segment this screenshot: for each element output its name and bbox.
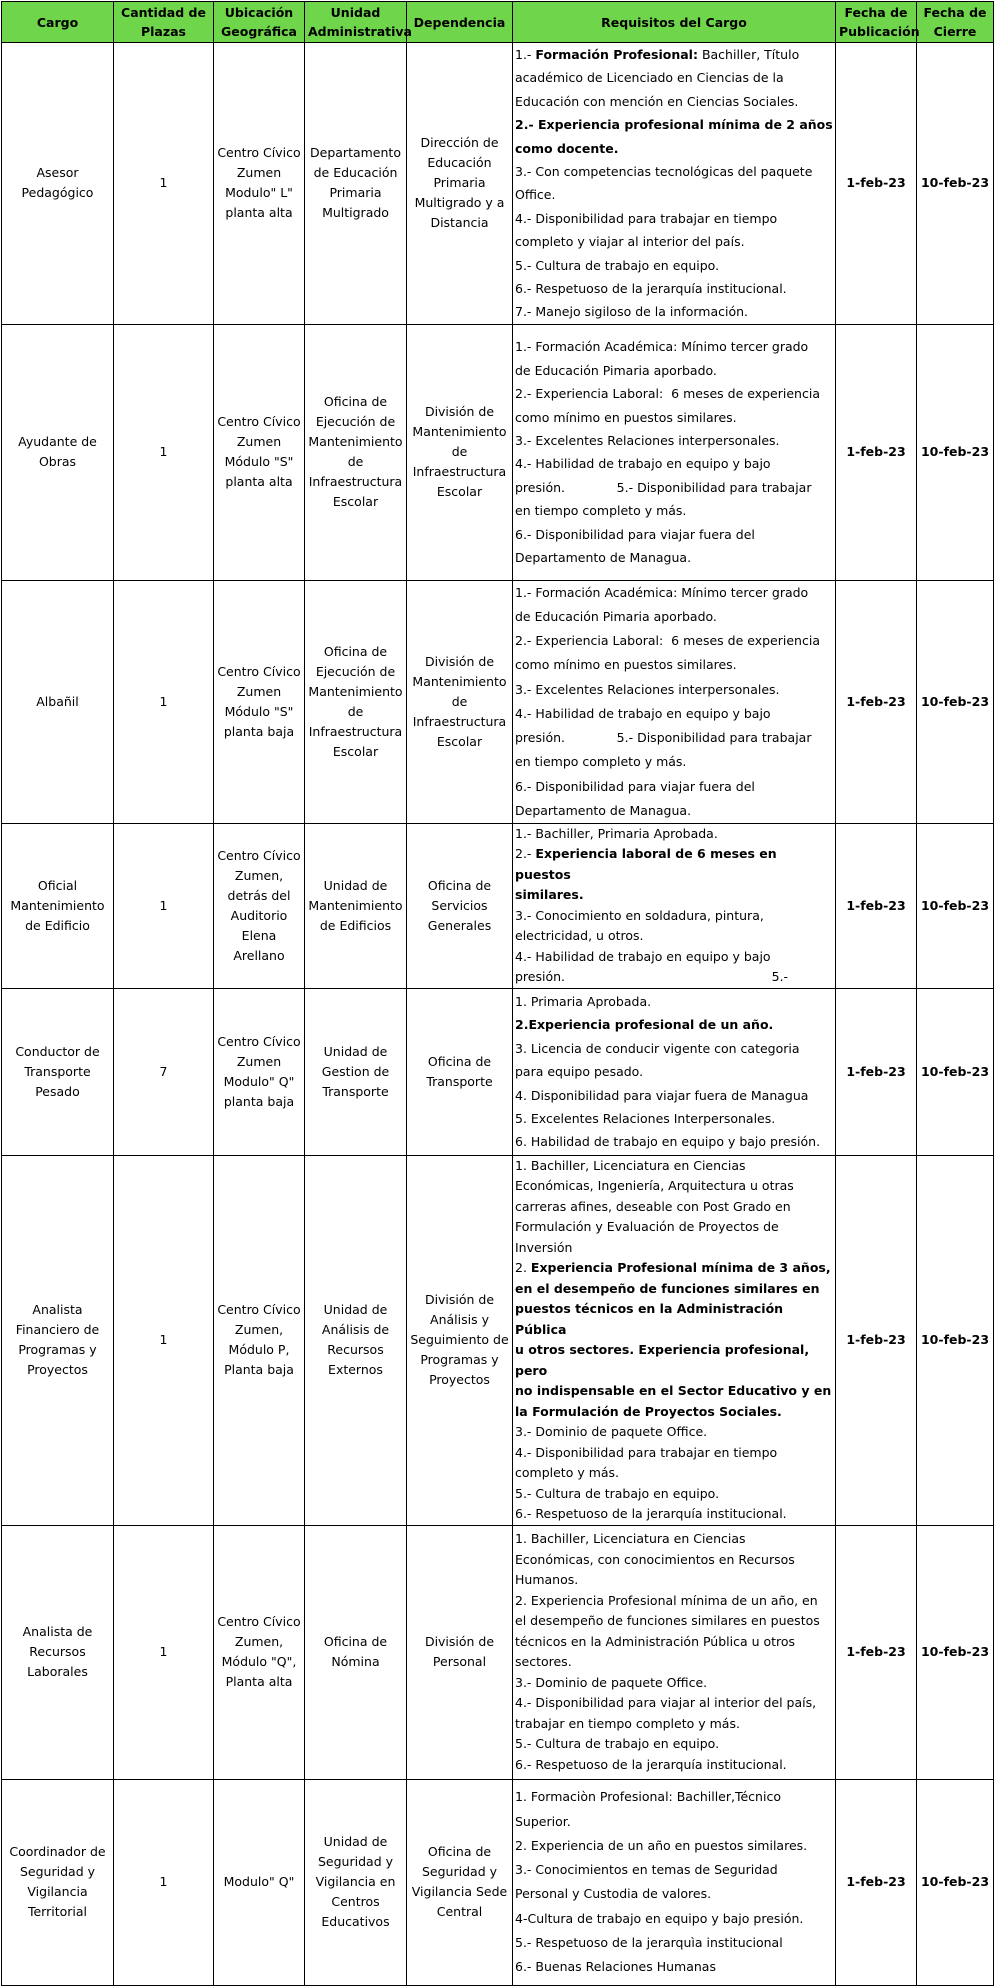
cell-requisitos — [513, 988, 836, 1155]
requirement-text: Experiencia laboral de 6 meses en puestos similares. — [515, 846, 777, 903]
cell-requisitos — [513, 580, 836, 823]
cell-publicacion: 1-feb-23 — [836, 988, 917, 1155]
header-publicacion: Fecha de Publicación — [836, 2, 917, 43]
cell-unidad: Oficina de Nómina — [305, 1525, 407, 1779]
cell-publicacion: 1-feb-23 — [836, 1779, 917, 1985]
cell-cargo: Coordinador de Seguridad y Vigilancia Territorial — [2, 1779, 114, 1985]
cell-publicacion: 1-feb-23 — [836, 823, 917, 988]
requirement-text: 1. Bachiller, Licenciatura en Ciencias Económicas, con conocimientos en Recursos Humanos. 2. Experiencia Profesional mínima de un año, en el desempeño de funciones similares en puestos técnicos en la Administración Pública u otros sectores. 3.- Dominio de paquete Office. 4.- Disponibilidad para viajar al interior del país, trabajar en tiempo completo y más. 5.- Cultura de trabajo en equipo. 6.- Respetuoso de la jerarquía institucional. — [515, 1531, 820, 1772]
cell-cierre: 10-feb-23 — [917, 324, 994, 580]
cell-requisitos — [513, 823, 836, 988]
cell-requisitos — [513, 1779, 836, 1985]
cell-ubicacion: Centro Cívico Zumen, detrás del Auditorio Elena Arellano — [214, 823, 305, 988]
table-row — [2, 823, 994, 988]
cell-plazas: 1 — [114, 1155, 214, 1525]
cell-unidad: Departamento de Educación Primaria Multigrado — [305, 43, 407, 325]
cell-cargo: Asesor Pedagógico — [2, 43, 114, 325]
cell-dependencia: División de Personal — [407, 1525, 513, 1779]
cell-dependencia: Dirección de Educación Primaria Multigrado y a Distancia — [407, 43, 513, 325]
cell-ubicacion: Centro Cívico Zumen Módulo "S" planta baja — [214, 580, 305, 823]
cell-requisitos — [513, 324, 836, 580]
cell-cierre: 10-feb-23 — [917, 823, 994, 988]
table-row — [2, 1155, 994, 1525]
cell-requisitos — [513, 1155, 836, 1525]
header-plazas: Cantidad de Plazas — [114, 2, 214, 43]
requirement-text: Experiencia Profesional mínima de 3 años, en el desempeño de funciones similares en puestos técnicos en la Administración Pública u otros sectores. Experiencia profesional, pero no indispensable en el Sector Educativo y en la Formulación de Proyectos Sociales. — [515, 1260, 832, 1419]
cell-ubicacion: Centro Cívico Zumen Modulo" Q" planta baja — [214, 988, 305, 1155]
cell-dependencia: Oficina de Servicios Generales — [407, 823, 513, 988]
cell-cierre: 10-feb-23 — [917, 580, 994, 823]
table-row — [2, 1779, 994, 1985]
cell-cargo: Oficial Mantenimiento de Edificio — [2, 823, 114, 988]
cell-plazas: 1 — [114, 43, 214, 325]
cell-ubicacion: Centro Cívico Zumen Módulo "S" planta alta — [214, 324, 305, 580]
requirement-text: 3.- Con competencias tecnológicas del paquete Office. 4.- Disponibilidad para trabajar en tiempo completo y viajar al interior del país. 5.- Cultura de trabajo en equipo. 6.- Respetuoso de la jerarquía institucional. 7.- Manejo sigiloso de la información. — [515, 164, 813, 320]
requirement-text: 1. Formaciòn Profesional: Bachiller,Técnico Superior. 2. Experiencia de un año en puestos similares. 3.- Conocimientos en temas de Seguridad Personal y Custodia de valores. 4-Cultura de trabajo en equipo y bajo presión. 5.- Respetuoso de la jerarquìa institucional 6.- Buenas Relaciones Humanas — [515, 1789, 808, 1975]
cell-ubicacion: Centro Cívico Zumen, Módulo "Q", Planta alta — [214, 1525, 305, 1779]
requirement-text: 3. Licencia de conducir vigente con categoria para equipo pesado. 4. Disponibilidad para viajar fuera de Managua 5. Excelentes Relaciones Interpersonales. 6. Habilidad de trabajo en equipo y bajo presión. — [515, 1040, 821, 1150]
cell-publicacion: 1-feb-23 — [836, 1525, 917, 1779]
requirement-text: 1.- Bachiller, Primaria Aprobada. 2.- — [515, 825, 718, 862]
header-cierre: Fecha de Cierre — [917, 2, 994, 43]
cell-ubicacion: Centro Cívico Zumen, Módulo P, Planta baja — [214, 1155, 305, 1525]
table-row — [2, 43, 994, 325]
cell-publicacion: 1-feb-23 — [836, 43, 917, 325]
cell-plazas: 7 — [114, 988, 214, 1155]
cell-cargo: Analista Financiero de Programas y Proyectos — [2, 1155, 114, 1525]
cell-cargo: Ayudante de Obras — [2, 324, 114, 580]
requirement-text: 1. Bachiller, Licenciatura en Ciencias Económicas, Ingeniería, Arquitectura u otras carreras afines, deseable con Post Grado en Formulación y Evaluación de Proyectos de Inversión 2. — [515, 1157, 794, 1276]
cell-requisitos — [513, 43, 836, 325]
requirement-text: 1. Primaria Aprobada. — [515, 993, 652, 1009]
cell-dependencia: División de Análisis y Seguimiento de Programas y Proyectos — [407, 1155, 513, 1525]
cell-cargo: Albañil — [2, 580, 114, 823]
cell-cargo: Conductor de Transporte Pesado — [2, 988, 114, 1155]
cell-cierre: 10-feb-23 — [917, 1155, 994, 1525]
requirement-text: 1.- — [515, 47, 536, 62]
cell-plazas: 1 — [114, 823, 214, 988]
cell-dependencia: Oficina de Seguridad y Vigilancia Sede Central — [407, 1779, 513, 1985]
cell-cierre: 10-feb-23 — [917, 1779, 994, 1985]
cell-ubicacion: Centro Cívico Zumen Modulo" L" planta alta — [214, 43, 305, 325]
cell-dependencia: Oficina de Transporte — [407, 988, 513, 1155]
cell-dependencia: División de Mantenimiento de Infraestructura Escolar — [407, 324, 513, 580]
requirement-text: Bachiller, Título académico de Licenciado en Ciencias de la Educación con mención en Ciencias Sociales. — [515, 47, 800, 109]
requirement-text: 2.- Experiencia profesional mínima de 2 años como docente. — [515, 117, 833, 156]
cell-cierre: 10-feb-23 — [917, 43, 994, 325]
cell-plazas: 1 — [114, 580, 214, 823]
header-dependencia: Dependencia — [407, 2, 513, 43]
cell-unidad: Oficina de Ejecución de Mantenimiento de Infraestructura Escolar — [305, 580, 407, 823]
header-row — [2, 2, 994, 43]
cell-unidad: Oficina de Ejecución de Mantenimiento de Infraestructura Escolar — [305, 324, 407, 580]
cell-cierre: 10-feb-23 — [917, 988, 994, 1155]
header-cargo: Cargo — [2, 2, 114, 43]
cell-dependencia: División de Mantenimiento de Infraestructura Escolar — [407, 580, 513, 823]
header-requisitos: Requisitos del Cargo — [513, 2, 836, 43]
requirement-text: 2.Experiencia profesional de un año. — [515, 1017, 774, 1033]
cell-unidad: Unidad de Análisis de Recursos Externos — [305, 1155, 407, 1525]
cell-unidad: Unidad de Gestion de Transporte — [305, 988, 407, 1155]
cell-publicacion: 1-feb-23 — [836, 324, 917, 580]
table-row — [2, 580, 994, 823]
header-unidad: Unidad Administrativa — [305, 2, 407, 43]
cell-plazas: 1 — [114, 324, 214, 580]
job-openings-table — [1, 1, 994, 1986]
cell-publicacion: 1-feb-23 — [836, 1155, 917, 1525]
requirement-text: Formación Profesional: — [535, 47, 698, 62]
requirement-text: 1.- Formación Académica: Mínimo tercer grado de Educación Pimaria aporbado. 2.- Experiencia Laboral: 6 meses de experiencia como mínimo en puestos similares. 3.- Excelentes Relaciones interpersonales. 4.- Habilidad de trabajo en equipo y bajo presión. 5.- Disponibilidad para trabajar en tiempo completo y más. 6.- Disponibilidad para viajar fuera del Departamento de Managua. — [515, 339, 820, 565]
cell-publicacion: 1-feb-23 — [836, 580, 917, 823]
cell-unidad: Unidad de Seguridad y Vigilancia en Centros Educativos — [305, 1779, 407, 1985]
cell-ubicacion: Modulo" Q" — [214, 1779, 305, 1985]
cell-unidad: Unidad de Mantenimiento de Edificios — [305, 823, 407, 988]
requirement-text: 3.- Dominio de paquete Office. 4.- Disponibilidad para trabajar en tiempo completo y más. 5.- Cultura de trabajo en equipo. 6.- Respetuoso de la jerarquía institucional. — [515, 1424, 787, 1522]
table-row — [2, 324, 994, 580]
cell-cargo: Analista de Recursos Laborales — [2, 1525, 114, 1779]
requirement-text: 1.- Formación Académica: Mínimo tercer grado de Educación Pimaria aporbado. 2.- Experiencia Laboral: 6 meses de experiencia como mínimo en puestos similares. 3.- Excelentes Relaciones interpersonales. 4.- Habilidad de trabajo en equipo y bajo presión. 5.- Disponibilidad para trabajar en tiempo completo y más. 6.- Disponibilidad para viajar fuera del Departamento de Managua. — [515, 584, 820, 818]
cell-plazas: 1 — [114, 1779, 214, 1985]
table-row — [2, 988, 994, 1155]
header-ubicacion: Ubicación Geográfica — [214, 2, 305, 43]
cell-requisitos — [513, 1525, 836, 1779]
requirement-text: 3.- Conocimiento en soldadura, pintura, electricidad, u otros. 4.- Habilidad de trabajo en equipo y bajo presión. 5.- — [515, 907, 789, 985]
cell-cierre: 10-feb-23 — [917, 1525, 994, 1779]
cell-plazas: 1 — [114, 1525, 214, 1779]
table-row — [2, 1525, 994, 1779]
